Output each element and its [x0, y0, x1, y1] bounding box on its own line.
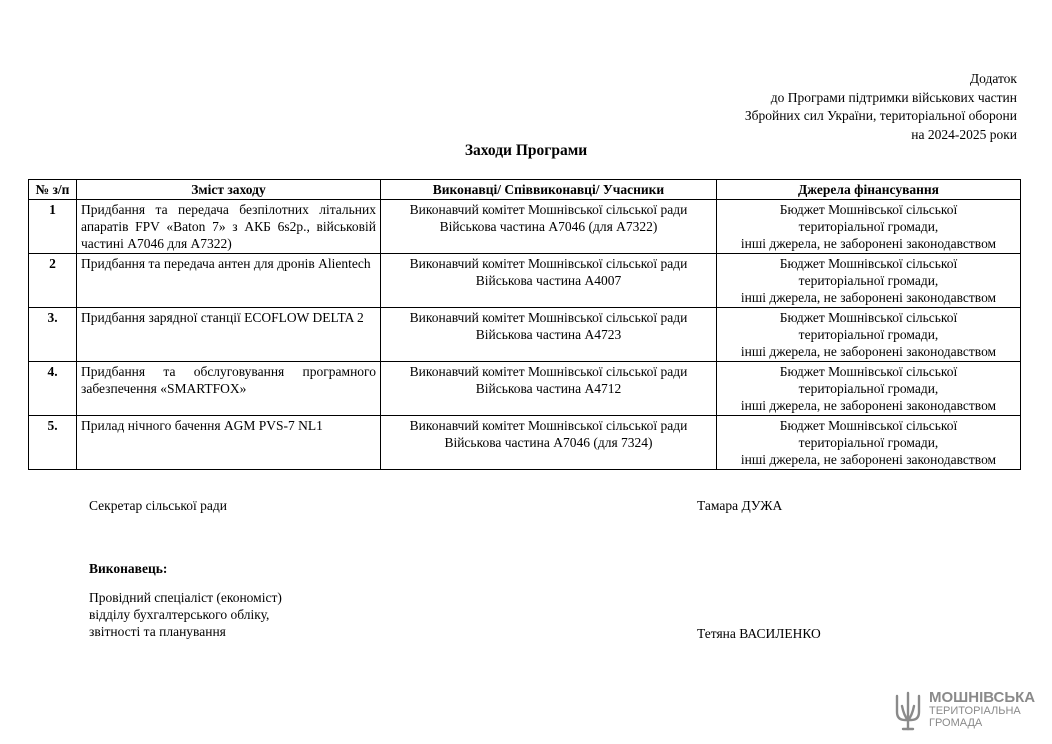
- table-row: [29, 200, 1021, 254]
- row-content: Придбання зарядної станції ECOFLOW DELTA 2: [77, 308, 381, 362]
- executor-position-line-1: Провідний спеціаліст (економіст): [89, 590, 282, 605]
- row-content: Прилад нічного бачення AGM PVS-7 NL1: [77, 416, 381, 470]
- row-executors: Виконавчий комітет Мошнівської сільської ради Військова частина А4007: [381, 254, 717, 308]
- logo-line-1: МОШНІВСЬКА: [929, 689, 1036, 706]
- executor-position-line-3: звітності та планування: [89, 624, 226, 639]
- col-header-content: Зміст заходу: [77, 180, 381, 200]
- row-executors: Виконавчий комітет Мошнівської сільської ради Військова частина А7046 (для 7324): [381, 416, 717, 470]
- executor-position: [89, 589, 282, 640]
- row-content: Придбання та передача безпілотних літальних апаратів FPV «Baton 7» з АКБ 6s2p., військовій частині А7046 для А7322): [77, 200, 381, 254]
- table-row: [29, 308, 1021, 362]
- row-number: 2: [29, 254, 77, 308]
- row-number: 5.: [29, 416, 77, 470]
- appendix-line-1: Додаток: [969, 71, 1017, 86]
- row-executors: Виконавчий комітет Мошнівської сільської ради Військова частина А4712: [381, 362, 717, 416]
- row-funding: Бюджет Мошнівської сільської територіальної громади, інші джерела, не заборонені законодавством: [717, 308, 1021, 362]
- col-header-number: № з/п: [29, 180, 77, 200]
- secretary-name: Тамара ДУЖА: [697, 498, 783, 513]
- row-funding: Бюджет Мошнівської сільської територіальної громади, інші джерела, не заборонені законодавством: [717, 416, 1021, 470]
- appendix-line-2: до Програми підтримки військових частин: [770, 89, 1017, 105]
- appendix-line-4: на 2024-2025 роки: [911, 126, 1017, 142]
- row-content: Придбання та обслуговування програмного забезпечення «SMARTFOX»: [77, 362, 381, 416]
- table-row: [29, 362, 1021, 416]
- row-number: 1: [29, 200, 77, 254]
- logo-line-3: ГРОМАДА: [929, 717, 983, 729]
- document-title: Заходи Програми: [464, 142, 588, 159]
- row-number: 3.: [29, 308, 77, 362]
- secretary-title: Секретар сільської ради: [89, 498, 228, 513]
- table-header-row: [29, 180, 1021, 200]
- appendix-header: [745, 70, 1017, 144]
- row-executors: Виконавчий комітет Мошнівської сільської ради Військова частина А7046 (для А7322): [381, 200, 717, 254]
- row-funding: Бюджет Мошнівської сільської територіальної громади, інші джерела, не заборонені законодавством: [717, 254, 1021, 308]
- trident-icon: [893, 690, 923, 732]
- logo-line-2: ТЕРИТОРІАЛЬНА: [929, 705, 1021, 717]
- row-funding: Бюджет Мошнівської сільської територіальної громади, інші джерела, не заборонені законодавством: [717, 200, 1021, 254]
- appendix-line-3: Збройних сил України, територіальної оборони: [744, 108, 1017, 123]
- table-row: [29, 254, 1021, 308]
- row-executors: Виконавчий комітет Мошнівської сільської ради Військова частина А4723: [381, 308, 717, 362]
- row-funding: Бюджет Мошнівської сільської територіальної громади, інші джерела, не заборонені законодавством: [717, 362, 1021, 416]
- row-content: Придбання та передача антен для дронів Alientech: [77, 254, 381, 308]
- executor-name: Тетяна ВАСИЛЕНКО: [697, 626, 821, 641]
- logo-text: [929, 690, 1035, 729]
- row-number: 4.: [29, 362, 77, 416]
- executor-heading: Виконавець:: [89, 561, 168, 576]
- col-header-executors: Виконавці/ Співвиконавці/ Учасники: [381, 180, 717, 200]
- community-logo: [893, 689, 1036, 734]
- col-header-funding: Джерела фінансування: [717, 180, 1021, 200]
- executor-position-line-2: відділу бухгалтерського обліку,: [89, 607, 270, 622]
- measures-table: [28, 179, 1021, 470]
- table-row: [29, 416, 1021, 470]
